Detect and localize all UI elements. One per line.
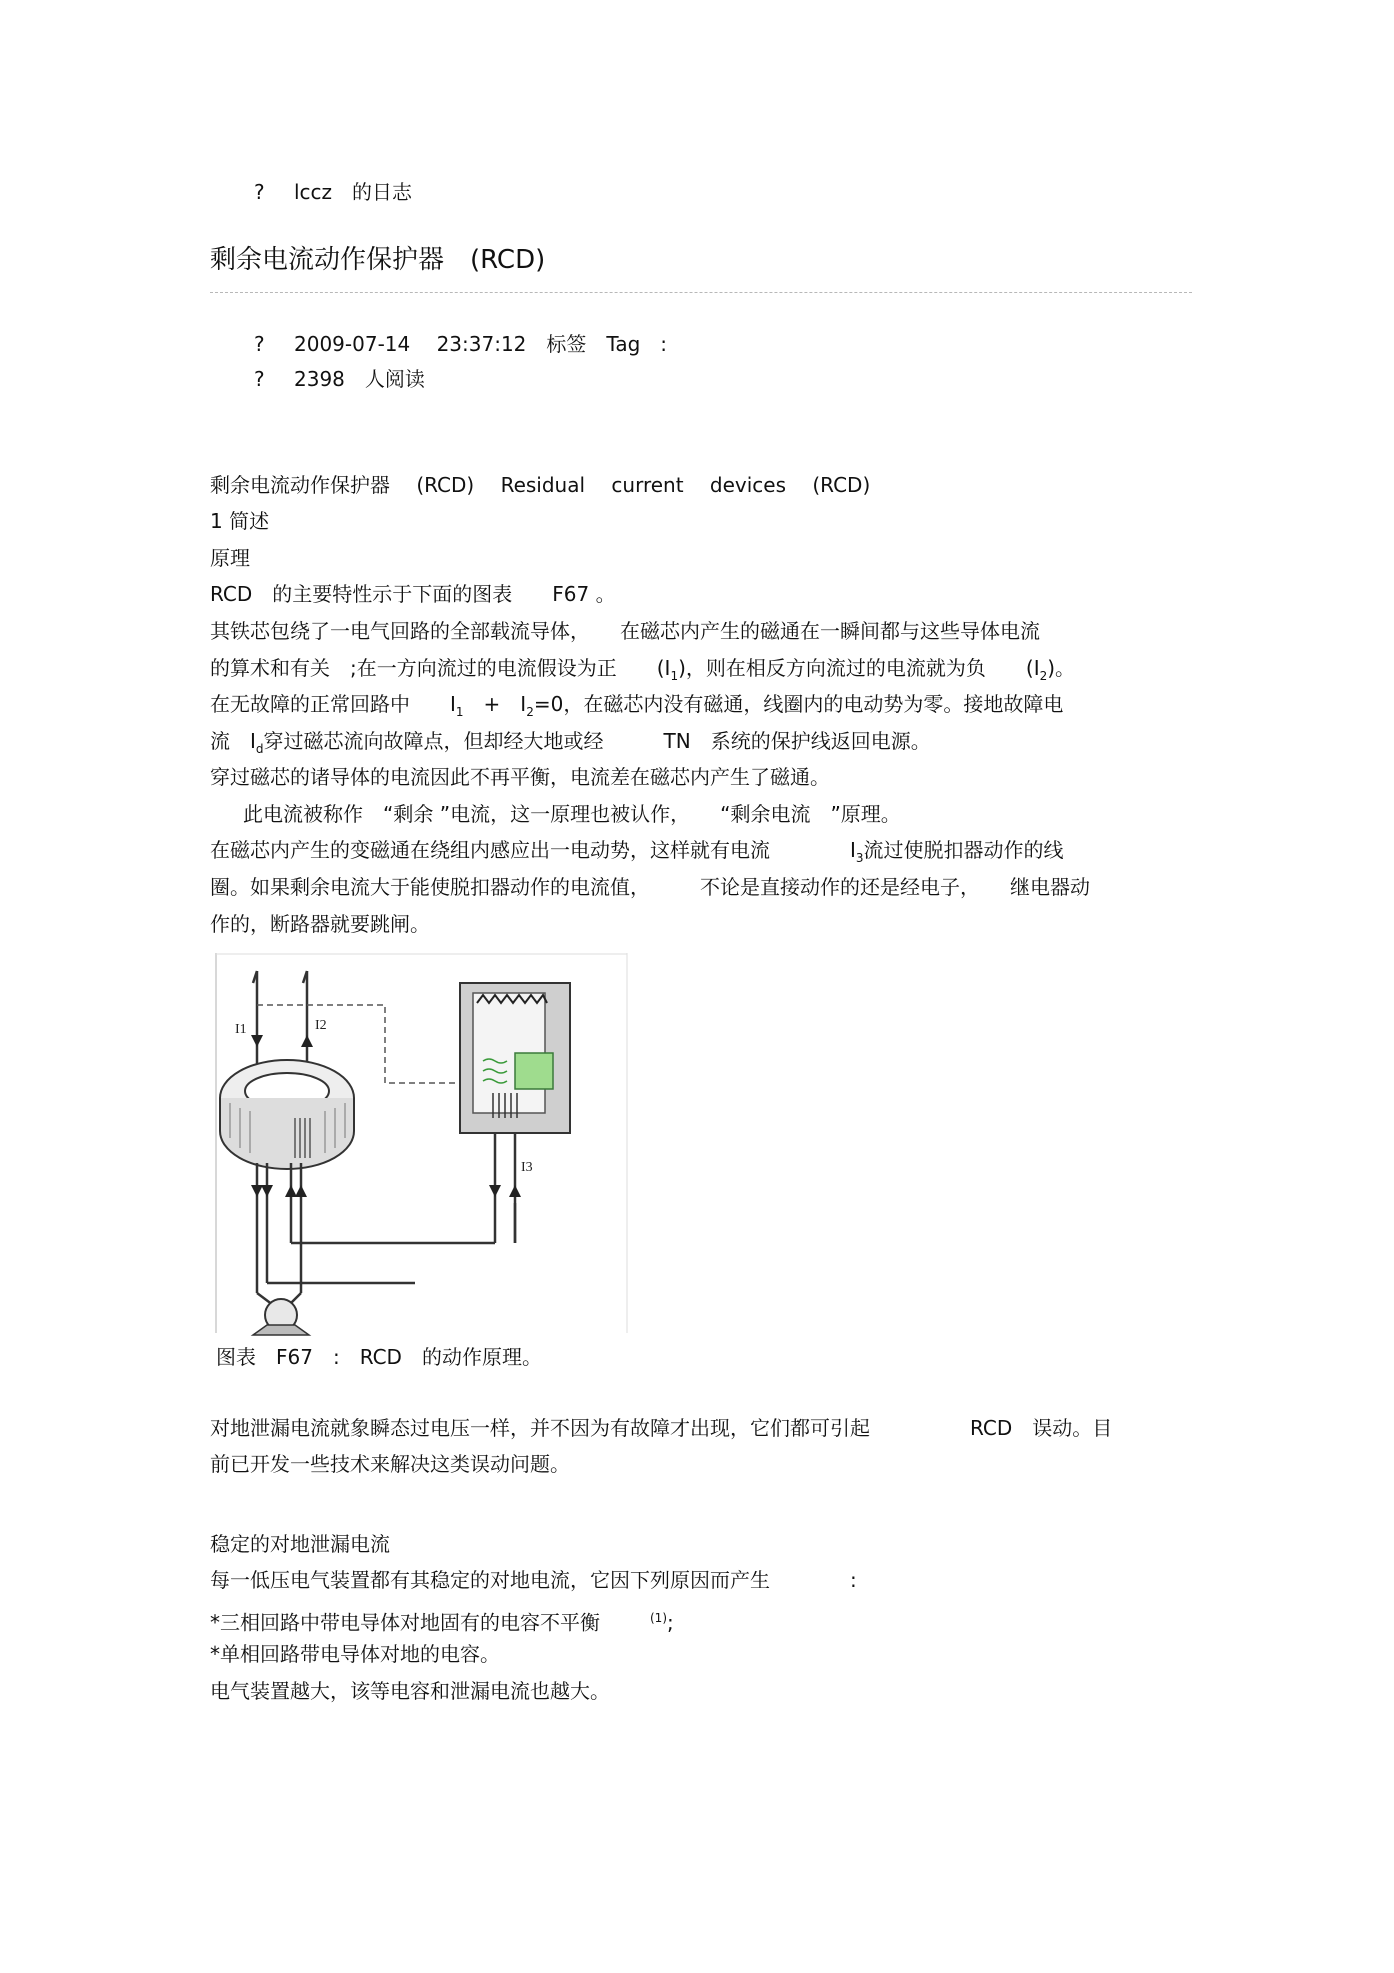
text-run: ;: [667, 1610, 674, 1635]
text-run: *三相回路中带电导体对地固有的电容不平衡: [210, 1610, 600, 1635]
subscript: d: [255, 742, 264, 756]
list-item: *单相回路带电导体对地的电容。: [210, 1642, 500, 1666]
text-run: )，则在相反方向流过的电流就为负 (I: [678, 656, 1040, 680]
date-text: 2009-07-14 23:37:12 标签 Tag :: [294, 332, 668, 356]
section-heading: 稳定的对地泄漏电流: [210, 1532, 390, 1556]
trip-relay: [460, 983, 570, 1133]
article-title: 剩余电流动作保护器 (RCD): [210, 245, 546, 275]
bullet: ?: [254, 367, 265, 391]
text-run: 在磁芯内产生的变磁通在绕组内感应出一电动势，这样就有电流 I: [210, 838, 856, 862]
subscript: 2: [1039, 669, 1048, 683]
text-run: 的算术和有关 ;在一方向流过的电流假设为正 (I: [210, 656, 671, 680]
subscript: 1: [670, 669, 679, 683]
blog-owner-text: lccz 的日志: [294, 180, 413, 204]
article-reads-line: [254, 365, 425, 393]
text-run: 穿过磁芯流向故障点，但却经大地或经 TN 系统的保护线返回电源。: [263, 729, 931, 753]
bullet: ?: [254, 180, 265, 204]
body-heading-line: 剩余电流动作保护器 (RCD) Residual current devices (RCD): [210, 473, 871, 497]
paragraph-line: [210, 727, 931, 763]
label-i3: I3: [521, 1160, 533, 1175]
bullet: ?: [254, 332, 265, 356]
paragraph-line: 电气装置越大，该等电容和泄漏电流也越大。: [210, 1679, 610, 1703]
paragraph-line: 对地泄漏电流就象瞬态过电压一样，并不因为有故障才出现，它们都可引起 RCD 误动。目: [210, 1416, 1113, 1440]
list-item: [210, 1604, 674, 1637]
relay-armature: [515, 1053, 553, 1089]
paragraph-line: [210, 836, 1064, 872]
text-run: 在无故障的正常回路中 I: [210, 692, 456, 716]
paragraph-line: [210, 654, 1075, 690]
label-i2: I2: [315, 1018, 327, 1033]
paragraph-line: RCD 的主要特性示于下面的图表 F67 。: [210, 582, 616, 606]
paragraph-line: 穿过磁芯的诸导体的电流因此不再平衡，电流差在磁芯内产生了磁通。: [210, 765, 830, 789]
subsection-heading: 原理: [210, 546, 250, 570]
paragraph-line: 前已开发一些技术来解决这类误动问题。: [210, 1452, 570, 1476]
paragraph-line: 此电流被称作 “剩余 ”电流，这一原理也被认作， “剩余电流 ”原理。: [243, 802, 901, 826]
paragraph-line: [210, 690, 1063, 726]
text-run: =0，在磁芯内没有磁通，线圈内的电动势为零。接地故障电: [533, 692, 1064, 716]
subscript: 1: [455, 705, 464, 719]
footnote-marker: (1): [650, 1611, 667, 1625]
figure-caption: 图表 F67 : RCD 的动作原理。: [216, 1345, 542, 1369]
rcd-principle-diagram: [215, 953, 630, 1337]
reads-text: 2398 人阅读: [294, 367, 425, 391]
text-run: 流 I: [210, 729, 256, 753]
toroidal-core: [220, 1060, 354, 1169]
paragraph-line: 圈。如果剩余电流大于能使脱扣器动作的电流值， 不论是直接动作的还是经电子， 继电器动: [210, 875, 1090, 899]
subscript: 2: [526, 705, 534, 719]
text-run: )。: [1047, 656, 1076, 680]
paragraph-line: 作的，断路器就要跳闸。: [210, 912, 430, 936]
paragraph-line: 每一低压电气装置都有其稳定的对地电流，它因下列原因而产生 :: [210, 1568, 857, 1592]
text-run: + I: [463, 692, 527, 716]
text-run: 流过使脱扣器动作的线: [863, 838, 1064, 862]
label-i1: I1: [235, 1022, 247, 1037]
section-heading: 1 简述: [210, 509, 270, 533]
article-date-line: [254, 330, 667, 358]
subscript: 3: [855, 851, 864, 865]
blog-owner-line[interactable]: [254, 178, 412, 206]
title-divider: [210, 292, 1192, 293]
paragraph-line: 其铁芯包绕了一电气回路的全部载流导体， 在磁芯内产生的磁通在一瞬间都与这些导体电流: [210, 619, 1040, 643]
